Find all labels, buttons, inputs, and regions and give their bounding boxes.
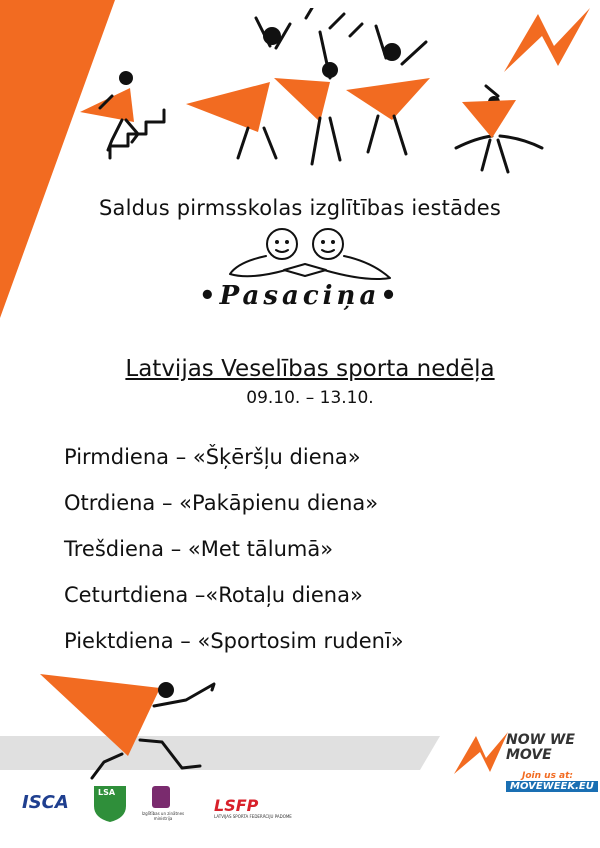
event-title: Latvijas Veselības sporta nedēļa [125,356,495,382]
isca-logo: ISCA [22,792,69,813]
moveweek-website[interactable]: MOVEWEEK.EU [506,781,598,792]
now-we-move-text: NOW WE MOVE [506,732,575,763]
school-name: •Pasaciņa• [199,281,401,311]
stair-climber-icon [72,66,192,166]
event-dates: 09.10. – 13.10. [246,388,374,408]
schedule-item-tuesday: Otrdiena – «Pakāpienu diena» [64,491,379,515]
lsa-logo: LSA [98,788,116,797]
kids-reading-logo-icon [226,226,396,288]
schedule-item-monday: Pirmdiena – «Šķēršļu diena» [64,445,361,469]
schedule-item-wednesday: Trešdiena – «Met tālumā» [64,537,334,561]
schedule-item-thursday: Ceturtdiena –«Rotaļu diena» [64,583,363,607]
header-title: Saldus pirmsskolas izglītības iestādes [99,196,501,220]
join-us-text: Join us at: [522,771,574,781]
runner-icon [36,644,236,784]
lsfp-caption: LATVIJAS SPORTA FEDERĀCIJU PADOME [214,814,292,819]
schedule-item-friday: Piektdiena – «Sportosim rudenī» [64,629,404,653]
jumping-kids-icon [180,8,450,178]
moveweek-mark-icon [498,6,598,76]
now-we-move-mark-icon [452,732,512,776]
lsfp-logo: LSFP [214,796,259,815]
jumper-icon [446,80,546,190]
ministry-logo: Izglītības un zinātnes ministrija [141,811,185,821]
ministry-coat-of-arms-icon [146,784,176,810]
